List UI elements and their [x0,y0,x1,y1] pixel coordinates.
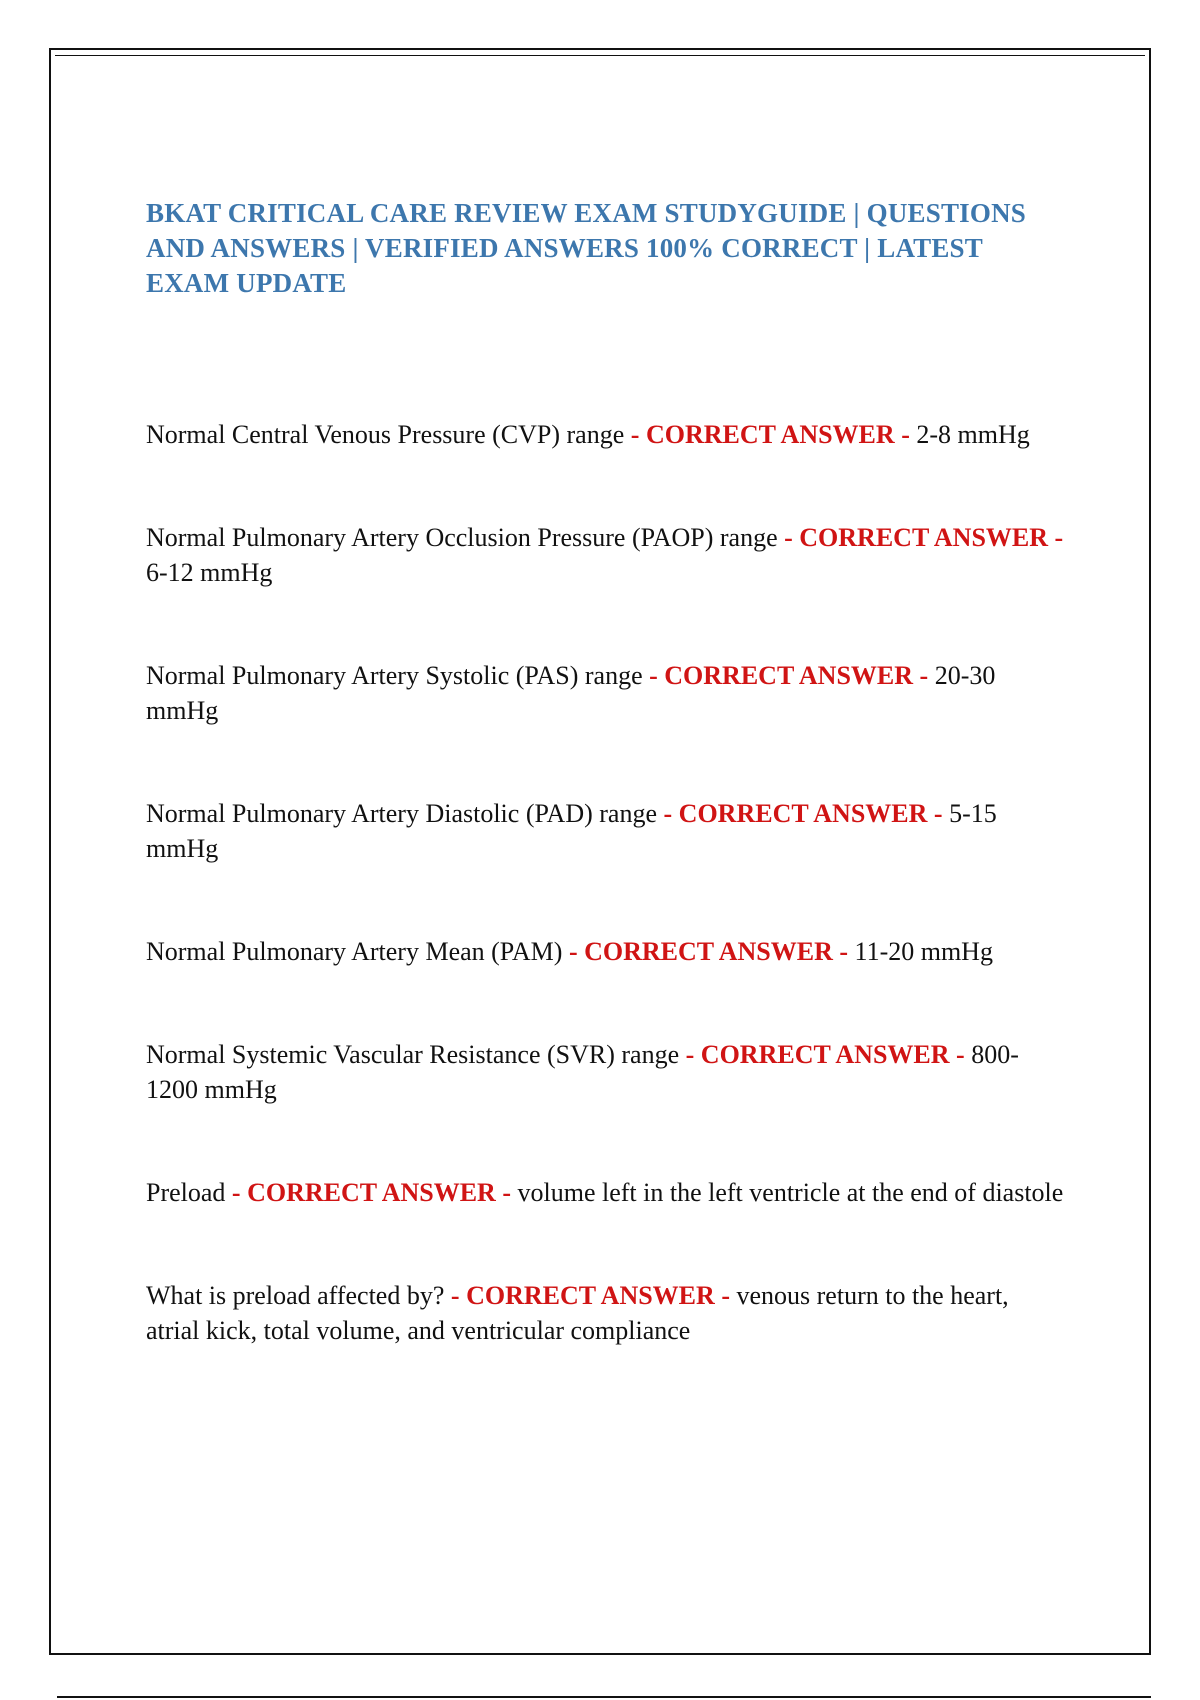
correct-answer-label: CORRECT ANSWER [678,799,928,828]
qa-separator: - [949,1040,972,1069]
qa-separator: - [642,661,665,690]
qa-item [146,934,1066,969]
qa-answer: 6-12 mmHg [146,558,273,587]
qa-question: Normal Systemic Vascular Resistance (SVR) range [146,1040,680,1069]
qa-separator: - [913,661,935,690]
qa-answer: 2-8 mmHg [916,420,1030,449]
qa-item [146,796,1066,866]
correct-answer-label: CORRECT ANSWER [584,937,833,966]
qa-separator: - [894,420,917,449]
qa-separator: - [679,1040,701,1069]
correct-answer-label: CORRECT ANSWER [700,1040,950,1069]
qa-separator: - [657,799,679,828]
qa-question: Normal Pulmonary Artery Diastolic (PAD) range [146,799,657,828]
qa-item [146,658,1066,728]
qa-separator: - [562,937,585,966]
page-content [146,196,1066,1416]
qa-question: Preload [146,1178,226,1207]
correct-answer-label: CORRECT ANSWER [664,661,914,690]
qa-separator: - [714,1281,737,1310]
correct-answer-label: CORRECT ANSWER [799,523,1049,552]
top-double-rule [55,55,1145,56]
qa-answer: 5-15 mmHg [146,799,997,863]
qa-separator: - [777,523,800,552]
qa-answer: 11-20 mmHg [854,937,993,966]
qa-question: Normal Pulmonary Artery Mean (PAM) [146,937,563,966]
qa-separator: - [495,1178,518,1207]
qa-question: Normal Central Venous Pressure (CVP) range [146,420,625,449]
document-title: BKAT CRITICAL CARE REVIEW EXAM STUDYGUIDE | QUESTIONS AND ANSWERS | VERIFIED ANSWERS 100% CORRECT | LATEST EXAM UPDATE [146,198,1026,298]
qa-question: Normal Pulmonary Artery Occlusion Pressure (PAOP) range [146,523,778,552]
qa-separator: - [927,799,950,828]
qa-item [146,417,1066,452]
qa-answer: venous return to the heart, atrial kick, total volume, and ventricular compliance [146,1281,1009,1345]
qa-list [146,417,1066,1348]
qa-separator: - [832,937,855,966]
qa-item [146,1175,1066,1210]
correct-answer-label: CORRECT ANSWER [247,1178,496,1207]
qa-answer: volume left in the left ventricle at the end of diastole [517,1178,1064,1207]
qa-separator: - [1048,523,1064,552]
qa-item [146,520,1066,590]
qa-separator: - [624,420,646,449]
qa-separator: - [225,1178,248,1207]
qa-answer: 800-1200 mmHg [146,1040,1019,1104]
qa-item [146,1037,1066,1107]
qa-separator: - [444,1281,467,1310]
correct-answer-label: CORRECT ANSWER [466,1281,715,1310]
qa-question: Normal Pulmonary Artery Systolic (PAS) range [146,661,643,690]
next-page-top-rule [57,1696,1151,1698]
qa-item [146,1278,1066,1348]
qa-question: What is preload affected by? [146,1281,445,1310]
correct-answer-label: CORRECT ANSWER [645,420,895,449]
qa-answer: 20-30 mmHg [146,661,996,725]
